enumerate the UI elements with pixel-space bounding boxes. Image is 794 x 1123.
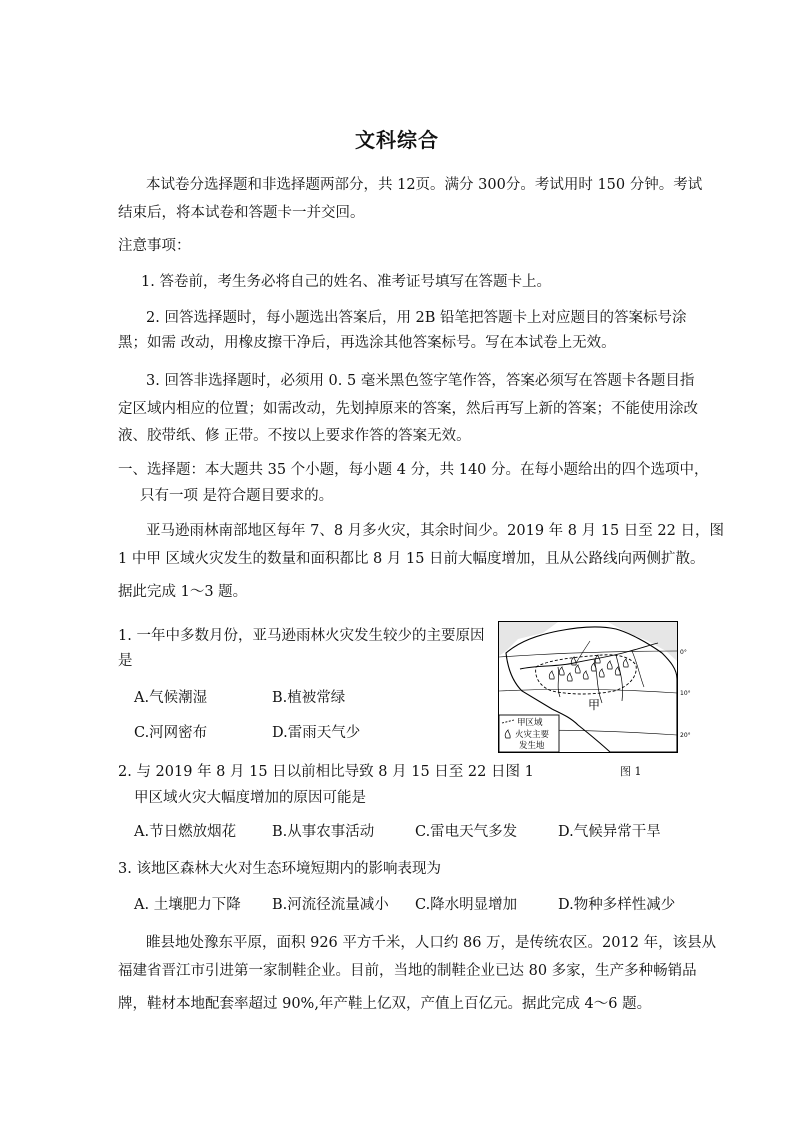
section-1-line-2: 只有一项 是符合题目要求的。: [140, 488, 334, 504]
notice-3-line-1: 3. 回答非选择题时，必须用 0. 5 毫米黑色签字笔作答，答案必须写在答题卡各题目指: [146, 373, 695, 389]
page-title: 文科综合: [355, 128, 439, 152]
question-1-option-a: A.气候潮湿: [134, 690, 208, 706]
question-3-option-d: D.物种多样性减少: [558, 897, 676, 913]
question-2-stem-line-2: 甲区域火灾大幅度增加的原因可能是: [134, 790, 366, 806]
legend-area-label: 甲区域: [517, 718, 543, 728]
legend-fire-label-2: 发生地: [519, 741, 545, 751]
section-1-line-1: 一、选择题：本大题共 35 个小题，每小题 4 分，共 140 分。在每小题给出的四个选项中，: [118, 462, 709, 478]
question-2-option-c: C.雷电天气多发: [415, 824, 518, 840]
latitude-20-label: 20°: [680, 732, 691, 739]
question-1-option-b: B.植被常绿: [272, 690, 346, 706]
question-3-option-a: A. 土壤肥力下降: [134, 897, 241, 913]
question-2-option-a: A.节日燃放烟花: [134, 824, 237, 840]
passage-1-line-2: 1 中甲 区域火灾发生的数量和面积都比 8 月 15 日前大幅度增加，且从公路线向两侧扩散。: [118, 551, 705, 567]
passage-1-line-1: 亚马逊雨林南部地区每年 7、8 月多火灾，其余时间少。2019 年 8 月 15 日至 22 日，图: [146, 523, 724, 539]
question-2-option-d: D.气候异常干旱: [558, 824, 661, 840]
latitude-10-label: 10°: [680, 690, 691, 697]
notice-2-line-1: 2. 回答选择题时，每小题选出答案后，用 2B 铅笔把答题卡上对应题目的答案标号涂: [146, 310, 687, 326]
map-svg: [498, 621, 696, 753]
notice-3-line-3: 液、胶带纸、修 正带。不按以上要求作答的答案无效。: [118, 428, 471, 444]
question-3-option-c: C.降水明显增加: [415, 897, 518, 913]
question-2-option-b: B.从事农事活动: [272, 824, 375, 840]
notice-1: 1. 答卷前，考生务必将自己的姓名、准考证号填写在答题卡上。: [141, 274, 551, 290]
legend-fire-label-1: 火灾主要: [515, 730, 550, 740]
question-2-stem-line-1: 2. 与 2019 年 8 月 15 日以前相比导致 8 月 15 日至 22 日图 1: [118, 764, 534, 780]
question-3-option-b: B.河流径流量减小: [272, 897, 389, 913]
region-jia-label: 甲: [588, 698, 601, 712]
notice-2-line-2: 黑；如需 改动，用橡皮擦干净后，再选涂其他答案标号。写在本试卷上无效。: [118, 335, 616, 351]
passage-1-line-3: 据此完成 1～3 题。: [118, 584, 248, 600]
question-3-stem: 3. 该地区森林大火对生态环境短期内的影响表现为: [118, 861, 441, 877]
intro-line-2: 结束后，将本试卷和答题卡一并交回。: [118, 205, 365, 221]
passage-2-line-1: 睢县地处豫东平原，面积 926 平方千米，人口约 86 万，是传统农区。2012 年，该县从: [146, 935, 717, 951]
figure-1-map: [498, 621, 696, 753]
passage-2-line-2: 福建省晋江市引进第一家制鞋企业。目前，当地的制鞋企业已达 80 多家，生产多种畅销品: [118, 963, 697, 979]
question-1-option-d: D.雷雨天气少: [272, 725, 361, 741]
figure-1-caption: 图 1: [620, 765, 642, 778]
passage-2-line-3: 牌，鞋材本地配套率超过 90%,年产鞋上亿双，产值上百亿元。据此完成 4～6 题。: [118, 996, 652, 1012]
notice-3-line-2: 定区域内相应的位置；如需改动，先划掉原来的答案，然后再写上新的答案；不能使用涂改: [118, 401, 698, 417]
question-1-stem-line-2: 是: [118, 653, 133, 669]
question-1-option-c: C.河网密布: [134, 725, 208, 741]
intro-line-1: 本试卷分选择题和非选择题两部分，共 12页。满分 300分。考试用时 150 分钟。考试: [146, 177, 703, 193]
notice-heading: 注意事项：: [118, 238, 191, 254]
latitude-0-label: 0°: [680, 649, 687, 656]
question-1-stem-line-1: 1. 一年中多数月份，亚马逊雨林火灾发生较少的主要原因: [118, 628, 485, 644]
